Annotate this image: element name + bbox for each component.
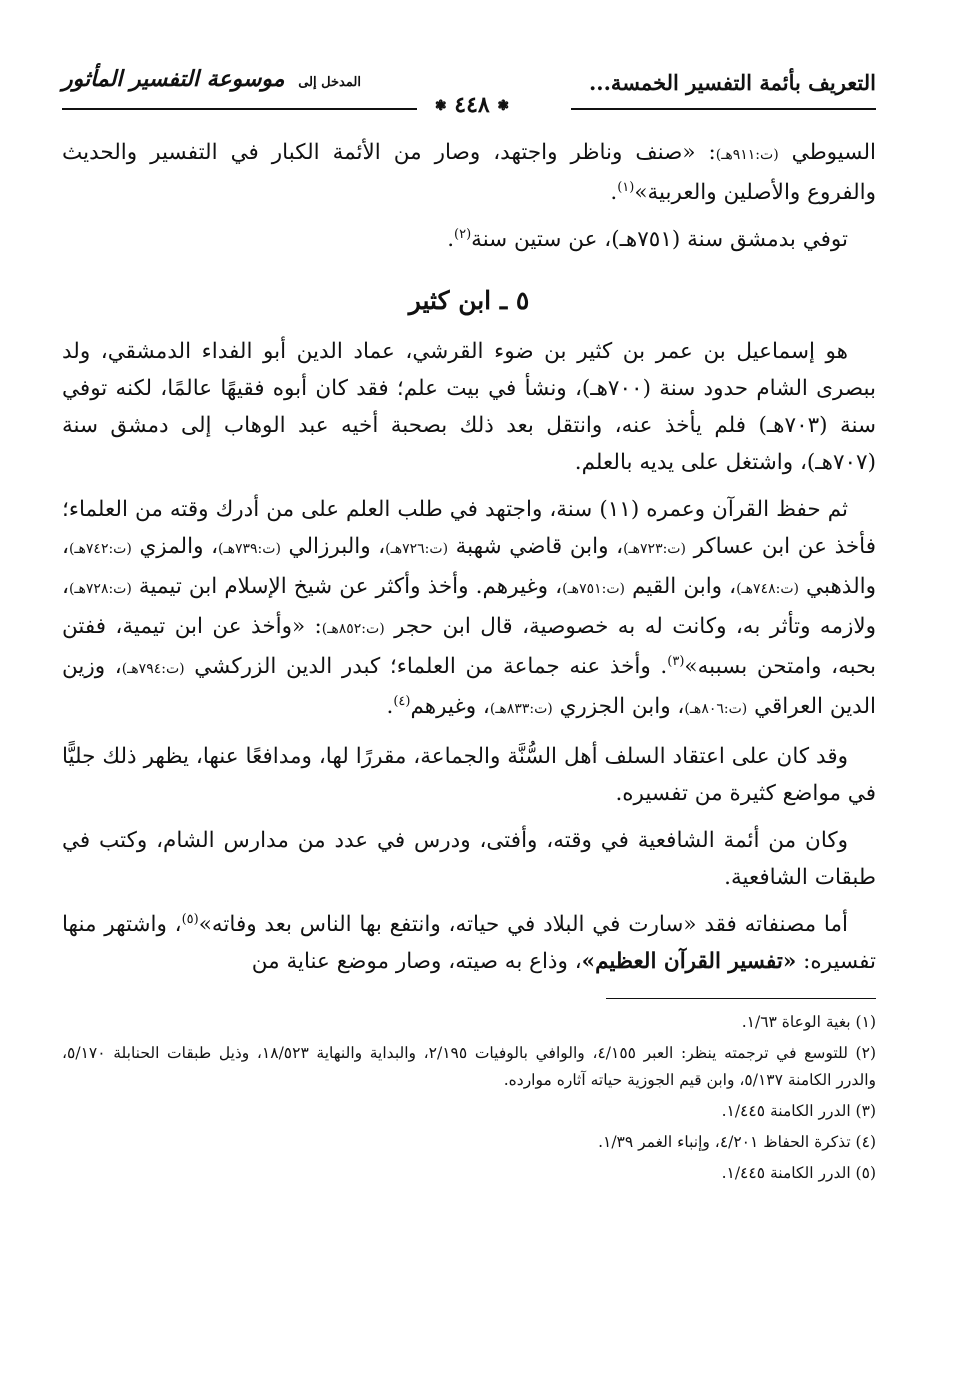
book-prefix: المدخل إلى <box>298 75 361 90</box>
footnote-ref-5: (٥) <box>181 911 199 927</box>
footnote-ref-3: (٣) <box>667 653 685 669</box>
paragraph-biography: هو إسماعيل بن عمر بن كثير بن ضوء القرشي، عماد الدين أبو الفداء الدمشقي، ولد ببصرى الشام حدود سنة (٧٠٠هـ)، ونشأ في بيت علم؛ فقد كان أبوه فقيهًا عالمًا، لكنه توفي سنة (٧٠٣هـ) فلم يأخذ عنه، وانتقل بعد ذلك بصحبة أخيه عبد الوهاب إلى دمشق سنة (٧٠٧هـ)، واشتغل على يديه بالعلم. <box>62 339 876 475</box>
book-title: موسوعة التفسير المأثور <box>62 66 285 92</box>
book-page <box>62 52 876 1352</box>
paragraph-suyuti-quote: السيوطي (ت:٩١١هـ): «صنف وناظر واجتهد، وصار من الأئمة الكبار في التفسير والحديث والفروع والأصلين والعربية»$^{(١)}$. <box>62 140 876 205</box>
footnote-1: (١) بغية الوعاة ١/٦٣. <box>741 1013 876 1031</box>
chapter-title: التعريف بأئمة التفسير الخمسة... <box>589 70 876 95</box>
footnote-3: (٣) الدرر الكامنة ١/٤٤٥. <box>721 1102 876 1120</box>
tafsir-title: «تفسير القرآن العظيم» <box>581 949 797 974</box>
footnote-ref-2: (٢) <box>454 226 472 242</box>
page-number: ٤٤٨ <box>454 92 490 118</box>
ornament-right-icon: ❃ <box>497 98 510 114</box>
paragraph-teachers: ثم حفظ القرآن وعمره (١١) سنة، واجتهد في طلب العلم على من أدرك وقته من العلماء؛ فأخذ عن ابن عساكر (ت:٧٢٣هـ)، وابن قاضي شهبة (ت:٧٢٦هـ)، والبرزالي (ت:٧٣٩هـ)، والمزي (ت:٧٤٢هـ)، والذهبي (ت:٧٤٨هـ)، وابن القيم (ت:٧٥١هـ)، وغيرهم. وأخذ وأكثر عن شيخ الإسلام ابن تيمية (ت:٧٢٨هـ)، ولازمه وتأثر به، وكانت له به خصوصية، قال ابن حجر (ت:٨٥٢هـ): «وأخذ عن ابن تيمية، ففتن بحبه، وامتحن بسببه»$^{(٣)}$. وأخذ عنه جماعة من العلماء؛ كبدر الدين الزركشي (ت:٧٩٤هـ)، وزين الدين العراقي (ت:٨٠٦هـ)، وابن الجزري (ت:٨٣٣هـ)، وغيرهم$^{(٤)}$. <box>62 497 876 719</box>
ornament-left-icon: ❃ <box>434 98 447 114</box>
section-heading: ٥ ـ ابن كثير <box>408 286 530 315</box>
footnote-divider <box>606 998 876 999</box>
footnote-4: (٤) تذكرة الحفاظ ٤/٢٠١، وإنباء الغمر ١/٣٩. <box>598 1133 876 1151</box>
paragraph-works: أما مصنفاته فقد «سارت في البلاد في حياته، وانتفع بها الناس بعد وفاته»$^{(٥)}$، واشتهر منها تفسيره: «تفسير القرآن العظيم»، وذاع به صيته، وصار موضع عناية من <box>62 911 876 974</box>
footnotes <box>62 1009 876 1187</box>
footnote-2: (٢) للتوسع في ترجمته ينظر: العبر ٤/١٥٥، والوافي بالوفيات ٢/١٩٥، والبداية والنهاية ١٨/٥٢٣، وذيل طبقات الحنابلة ٥/١٧٠، والدرر الكامنة ٥/١٣٧، وابن قيم الجوزية حياته آثاره موارده. <box>62 1044 876 1089</box>
header-rule-right <box>571 108 876 110</box>
footnote-ref-1: (١) <box>617 179 635 195</box>
book-title-logo <box>62 66 361 92</box>
header-rule-left <box>62 108 417 110</box>
paragraph-creed: وقد كان على اعتقاد السلف أهل السُّنَّة والجماعة، مقررًا لها، ومدافعًا عنها، يظهر ذلك جليًّا في مواضع كثيرة من تفسيره. <box>62 744 876 806</box>
page-number-block <box>424 92 520 118</box>
running-header <box>62 52 876 118</box>
footnote-5: (٥) الدرر الكامنة ١/٤٤٥. <box>721 1164 876 1182</box>
paragraph-death: توفي بدمشق سنة (٧٥١هـ)، عن ستين سنة$^{(٢)}$. <box>447 226 848 252</box>
main-text <box>62 134 876 980</box>
paragraph-shafii: وكان من أئمة الشافعية في وقته، وأفتى، ودرس في عدد من مدارس الشام، وكتب في طبقات الشافعية. <box>62 828 876 890</box>
footnote-ref-4: (٤) <box>393 693 411 709</box>
